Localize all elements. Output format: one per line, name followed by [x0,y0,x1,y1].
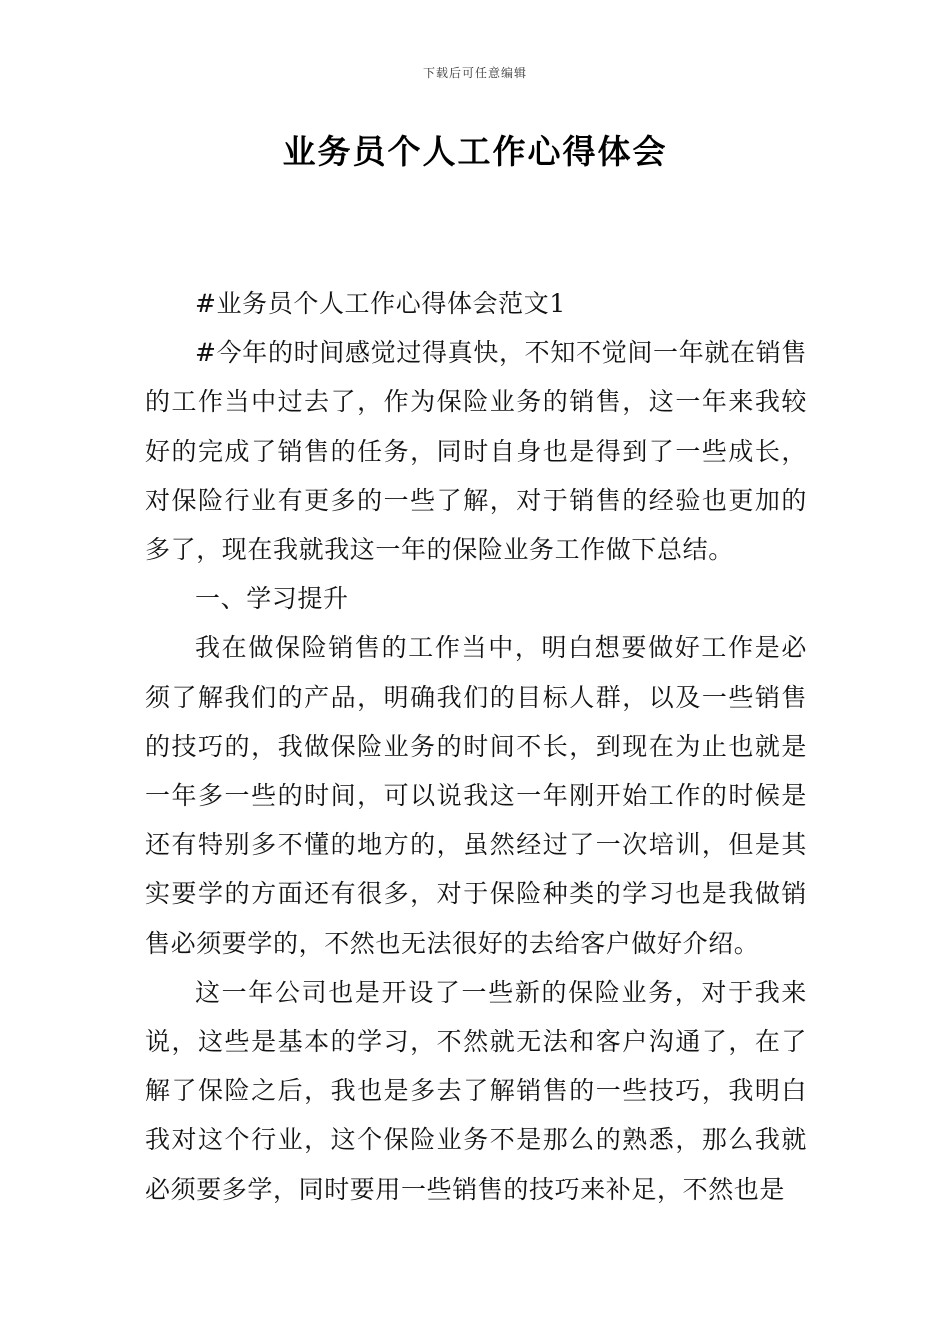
document-title: 业务员个人工作心得体会 [282,132,668,171]
header-note: 下载后可任意编辑 [422,66,527,80]
paragraph-heading: #业务员个人工作心得体会范文1 [195,289,566,318]
section-heading: 一、学习提升 [195,584,349,614]
paragraph: 我在做保险销售的工作当中，明白想要做好工作是必须了解我们的产品，明确我们的目标人群，以及一些销售的技巧的，我做保险业务的时间不长，到现在为止也就是一年多一些的时间，可以说我这一年刚开始工作的时候是还有特别多不懂的地方的，虽然经过了一次培训，但是其实要学的方面还有很多，对于保险种类的学习也是我做销售必须要学的，不然也无法很好的去给客户做好介绍。 [145,633,807,958]
paragraph: #今年的时间感觉过得真快，不知不觉间一年就在销售的工作当中过去了，作为保险业务的销售，这一年来我较好的完成了销售的任务，同时自身也是得到了一些成长，对保险行业有更多的一些了解，对于销售的经验也更加的多了，现在我就我这一年的保险业务工作做下总结。 [145,338,807,565]
paragraph: 这一年公司也是开设了一些新的保险业务，对于我来说，这些是基本的学习，不然就无法和客户沟通了，在了解了保险之后，我也是多去了解销售的一些技巧，我明白我对这个行业，这个保险业务不是那么的熟悉，那么我就必须要多学，同时要用一些销售的技巧来补足，不然也是 [145,977,807,1204]
document-body [145,279,807,1214]
